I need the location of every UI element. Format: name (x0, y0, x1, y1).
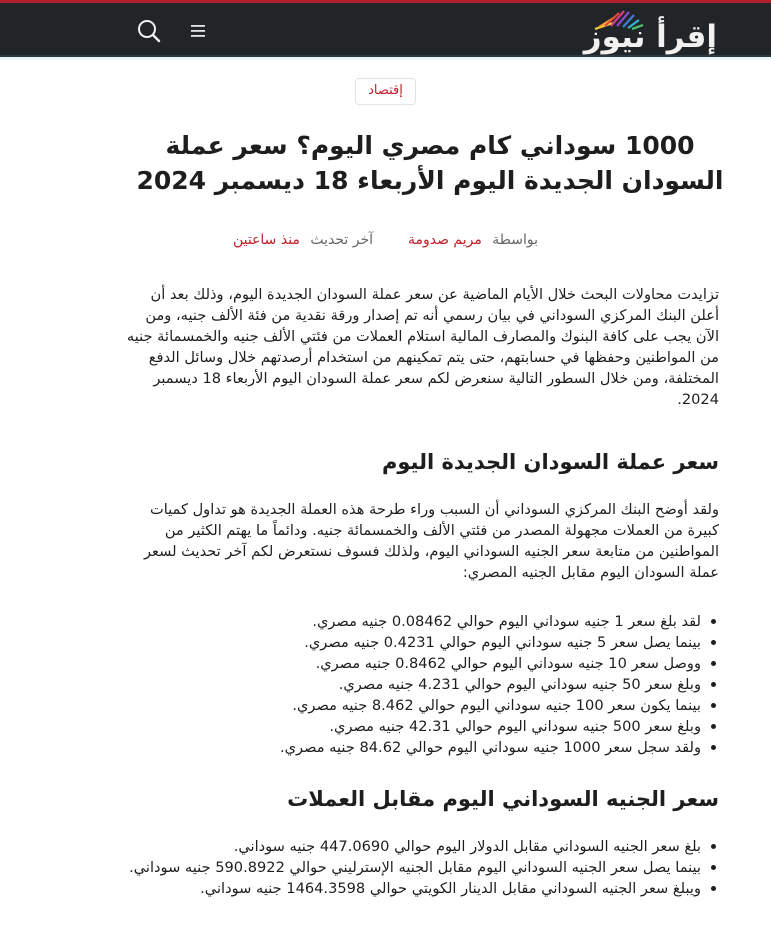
intro-paragraph: تزايدت محاولات البحث خلال الأيام الماضية عن سعر عملة السودان الجديدة اليوم، وذلك بعد أن أعلن البنك المركزي السوداني في بيان رسمي أنه تم إصدار ورقة نقدية من فئة الألف جنيه، ومن الآن يجب على كافة البنوك والمصارف المالية استلام العملات من فئتي الألف جنيه والخمسمائة جنيه من المواطنين وحفظها في حسابتهم، حتى يتم تمكينهم من استخدام أرصدتهم خلال وسائل الدفع المختلفة، ومن خلال السطور التالية سنعرض لكم سعر عملة السودان اليوم الأربعاء 18 ديسمبر 2024. (126, 286, 719, 408)
site-header (0, 0, 771, 57)
list-item: ولقد سجل سعر 1000 جنيه سوداني اليوم حوالي 84.62 جنيه مصري. (125, 737, 719, 758)
list-item: وبلغ سعر 500 جنيه سوداني اليوم حوالي 42.31 جنيه مصري. (125, 716, 719, 737)
egp-rates-list (125, 611, 719, 758)
hamburger-menu-icon (189, 23, 207, 39)
list-item: بينما يصل سعر 5 جنيه سوداني اليوم حوالي 0.4231 جنيه مصري. (125, 632, 719, 653)
search-button[interactable] (135, 17, 163, 45)
by-label: بواسطة (492, 232, 539, 248)
search-icon (136, 18, 162, 44)
article-body (125, 284, 719, 899)
article-meta (0, 232, 771, 248)
article-title: 1000 سوداني كام مصري اليوم؟ سعر عملة السودان الجديدة اليوم الأربعاء 18 ديسمبر 2024 (136, 131, 724, 195)
menu-button[interactable] (184, 17, 212, 45)
header-divider (0, 57, 771, 61)
currency-rates-list (125, 836, 719, 899)
category-container (0, 78, 771, 105)
list-item: بينما يكون سعر 100 جنيه سوداني اليوم حوالي 8.462 جنيه مصري. (125, 695, 719, 716)
list-item: ووصل سعر 10 جنيه سوداني اليوم حوالي 0.8462 جنيه مصري. (125, 653, 719, 674)
category-badge[interactable]: إقتصاد (355, 78, 416, 105)
list-item: بلغ سعر الجنيه السوداني مقابل الدولار اليوم حوالي 447.0690 جنيه سوداني. (125, 836, 719, 857)
list-item: ويبلغ سعر الجنيه السوداني مقابل الدينار الكويتي حوالي 1464.3598 جنيه سوداني. (125, 878, 719, 899)
updated-value: منذ ساعتين (232, 232, 300, 248)
list-item: لقد بلغ سعر 1 جنيه سوداني اليوم حوالي 0.08462 جنيه مصري. (125, 611, 719, 632)
logo-text: إقرأ نيوز (583, 19, 717, 55)
site-logo[interactable] (547, 7, 717, 55)
author-link[interactable]: مريم صدومة (407, 232, 482, 248)
list-item: وبلغ سعر 50 جنيه سوداني اليوم حوالي 4.231 جنيه مصري. (125, 674, 719, 695)
section-heading-new-currency: سعر عملة السودان الجديدة اليوم (381, 450, 719, 474)
section1-paragraph: ولقد أوضح البنك المركزي السوداني أن السبب وراء طرحة هذه العملة الجديدة هو تداول كميات كبيرة من العملات مجهولة المصدر من فئتي الألف والخمسمائة جنيه. ودائماً ما يهتم الكثير من المواطنين من متابعة سعر الجنيه السوداني اليوم، ولذلك فسوف نستعرض لكم آخر تحديث لسعر عملة السودان اليوم مقابل الجنيه المصري: (143, 501, 719, 581)
section-heading-currencies: سعر الجنيه السوداني اليوم مقابل العملات (287, 787, 719, 811)
list-item: بينما يصل سعر الجنيه السوداني اليوم مقابل الجنيه الإسترليني حوالي 590.8922 جنيه سوداني. (125, 857, 719, 878)
updated-label: آخر تحديث (310, 232, 374, 248)
